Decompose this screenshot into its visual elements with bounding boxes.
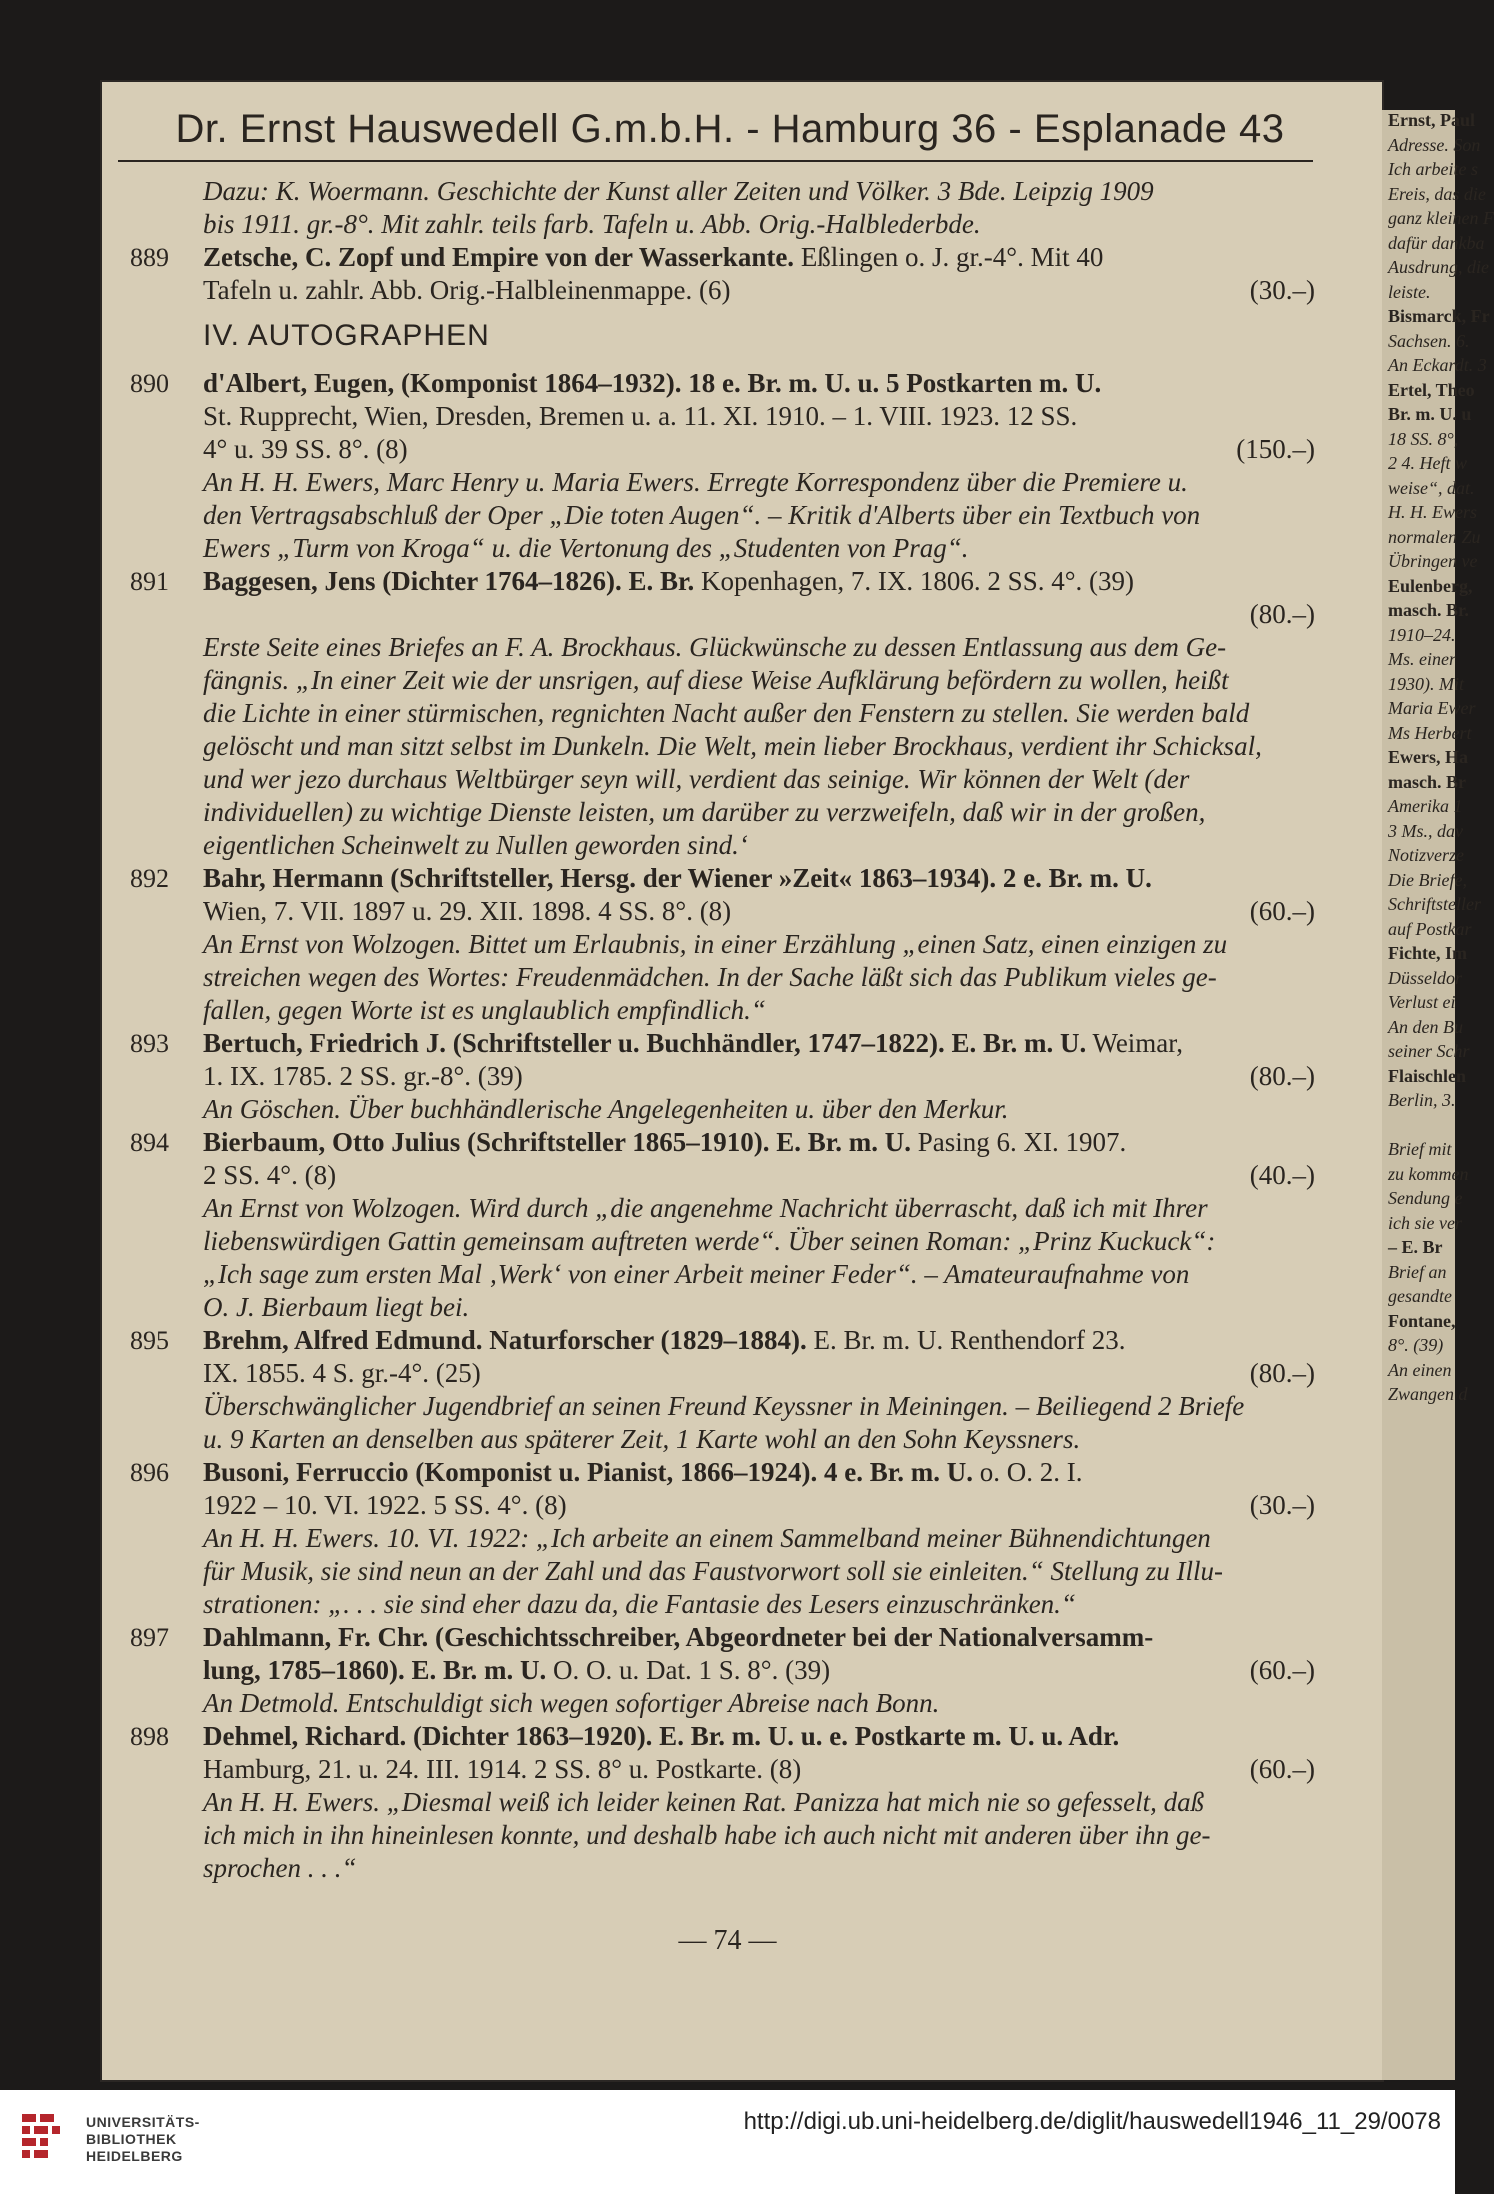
entry-note: Überschwänglicher Jugendbrief an seinen Freund Keyssner in Meiningen. – Beiliegend 2 Briefe <box>203 1391 1245 1421</box>
entry-note: „Ich sage zum ersten Mal ‚Werk‘ von einer Arbeit meiner Feder“. – Amateuraufnahme von <box>203 1259 1190 1289</box>
entry-line <box>130 1621 1335 1654</box>
entry-note: Erste Seite eines Briefes an F. A. Brockhaus. Glückwünsche zu dessen Entlassung aus dem Ge- <box>203 632 1227 662</box>
entry-details: IX. 1855. 4 S. gr.-4°. (25) <box>203 1358 481 1388</box>
entry-details: Wien, 7. VII. 1897 u. 29. XII. 1898. 4 SS. 8°. (8) <box>203 896 732 926</box>
library-name-line: UNIVERSITÄTS- <box>86 2114 200 2130</box>
entry-price: (60.–) <box>1249 1754 1315 1784</box>
adjacent-page-text: Brief mit <box>1388 1139 1452 1159</box>
adjacent-page-text: Bismarck, Fr <box>1388 306 1490 326</box>
entry-line <box>130 1159 1335 1192</box>
entry-number: 898 <box>130 1722 169 1751</box>
adjacent-page-text: masch. Br <box>1388 771 1466 792</box>
adjacent-page-text: ich sie ver <box>1388 1212 1462 1233</box>
adjacent-page-text: Ereis, das die <box>1388 183 1486 204</box>
entry-line <box>130 367 1335 400</box>
entry-line <box>130 1654 1335 1687</box>
entry-number: 889 <box>130 243 169 272</box>
adjacent-page-text: Eulenberg, <box>1388 575 1473 596</box>
entry-line <box>130 433 1335 466</box>
entry-price: (60.–) <box>1249 896 1315 926</box>
adjacent-page-text: Berlin, 3. <box>1388 1090 1456 1110</box>
adjacent-page-text: 8°. (39) <box>1388 1335 1444 1355</box>
entry-line <box>130 1456 1335 1489</box>
entry-line <box>130 565 1335 598</box>
entry-details: 1. IX. 1785. 2 SS. gr.-8°. (39) <box>203 1061 523 1091</box>
entry-details: Eßlingen o. J. gr.-4°. Mit 40 <box>794 242 1104 272</box>
entry-number: 894 <box>130 1128 169 1157</box>
entry-details: o. O. 2. I. <box>973 1457 1083 1487</box>
entry-note: streichen wegen des Wortes: Freudenmädchen. In der Sache läßt sich das Publikum vieles ge- <box>203 962 1217 992</box>
adjacent-page-text: Ernst, Paul <box>1388 110 1476 130</box>
adjacent-page-text: 3 Ms., dav <box>1388 820 1463 841</box>
entry-line <box>130 1027 1335 1060</box>
entry-line <box>130 1753 1335 1786</box>
adjacent-page-text: Brief an <box>1388 1261 1447 1282</box>
adjacent-page-text: An den Bu <box>1388 1016 1463 1037</box>
adjacent-page-text: An einen <box>1388 1359 1452 1380</box>
entry-note: O. J. Bierbaum liegt bei. <box>203 1292 470 1322</box>
adjacent-page-text: seiner Schr <box>1388 1041 1470 1061</box>
adjacent-page-text: ganz kleinen F <box>1388 208 1494 228</box>
adjacent-page-text: Notizverze <box>1388 845 1464 865</box>
entry-889-line <box>130 241 1335 274</box>
entry-price: (40.–) <box>1249 1160 1315 1190</box>
adjacent-page-text: 1910–24. <box>1388 624 1456 645</box>
section-heading: IV. AUTOGRAPHEN <box>203 319 490 352</box>
adjacent-page-text <box>1382 1115 1455 1140</box>
entry-title: Baggesen, Jens (Dichter 1764–1826). E. Br. <box>203 566 695 596</box>
entry-price: (60.–) <box>1249 1655 1315 1685</box>
entry-note: liebenswürdigen Gattin gemeinsam auftreten werde“. Über seinen Roman: „Prinz Kuckuck“: <box>203 1226 1216 1256</box>
entry-title: Zetsche, C. Zopf und Empire von der Wasserkante. <box>203 242 795 272</box>
entry-line <box>130 1060 1335 1093</box>
adjacent-page-text: Flaischlen <box>1388 1065 1467 1086</box>
entry-line <box>130 1720 1335 1753</box>
continuation-line: bis 1911. gr.-8°. Mit zahlr. teils farb. Tafeln u. Abb. Orig.-Halblederbde. <box>203 209 981 239</box>
adjacent-page-text: masch. Br. <box>1388 600 1469 620</box>
adjacent-page-text: Fichte, Im <box>1388 943 1467 963</box>
entry-price: (80.–) <box>1249 1358 1315 1388</box>
adjacent-page-text: Übringen ve <box>1388 551 1478 571</box>
adjacent-page-edge <box>1382 110 1494 2080</box>
adjacent-page-text: An Eckardt. 3 <box>1388 355 1487 375</box>
entry-note: den Vertragsabschluß der Oper „Die toten Augen“. – Kritik d'Alberts über ein Textbuch von <box>203 500 1201 530</box>
adjacent-page-text: Ms Herbert <box>1388 722 1472 743</box>
entry-price: (30.–) <box>1249 275 1315 305</box>
adjacent-page-text: Düsseldor <box>1388 967 1463 988</box>
entry-note: Ewers „Turm von Kroga“ u. die Vertonung des „Studenten von Prag“. <box>203 533 969 563</box>
entry-line <box>130 1357 1335 1390</box>
entry-price: (150.–) <box>1236 434 1315 464</box>
entry-note: die Lichte in einer stürmischen, regnichten Nacht außer den Fenstern zu stellen. Sie werden bald <box>203 698 1250 728</box>
adjacent-page-text: Br. m. U. u <box>1388 404 1472 424</box>
adjacent-page-text: Sendung e <box>1388 1188 1463 1208</box>
adjacent-page-text: Fontane, <box>1388 1310 1456 1331</box>
entry-title: Bahr, Hermann (Schriftsteller, Hersg. der Wiener »Zeit« 1863–1934). 2 e. Br. m. U. <box>203 863 1152 893</box>
adjacent-page-text: Maria Ewer <box>1388 698 1476 718</box>
entry-line <box>130 895 1335 928</box>
entry-note: An Detmold. Entschuldigt sich wegen sofortiger Abreise nach Bonn. <box>203 1688 940 1718</box>
entry-note: u. 9 Karten an denselben aus späterer Zeit, 1 Karte wohl an den Sohn Keyssners. <box>203 1424 1081 1454</box>
entry-note: individuellen) zu wichtige Dienste leisten, um darüber zu verzweifeln, daß wir in der großen, <box>203 797 1206 827</box>
entry-number: 895 <box>130 1326 169 1355</box>
entry-line <box>130 1126 1335 1159</box>
university-library-logo-icon <box>18 2110 78 2170</box>
adjacent-page-text: Die Briefe, <box>1388 869 1467 890</box>
adjacent-page-text: Ausdrung, die <box>1388 257 1489 277</box>
entry-line <box>130 598 1335 631</box>
entry-note: eigentlichen Scheinwelt zu Nullen geworden sind.‘ <box>203 830 748 860</box>
entry-details: E. Br. m. U. Renthendorf 23. <box>806 1325 1126 1355</box>
adjacent-page-text: normalen Zu <box>1388 526 1481 547</box>
entry-line <box>130 1324 1335 1357</box>
adjacent-page-text: 2 4. Heft w <box>1388 453 1467 473</box>
entry-number: 892 <box>130 864 169 893</box>
entry-number: 890 <box>130 369 169 398</box>
continuation-line: Dazu: K. Woermann. Geschichte der Kunst aller Zeiten und Völker. 3 Bde. Leipzig 1909 <box>203 176 1154 206</box>
entry-title: Dahlmann, Fr. Chr. (Geschichtsschreiber, Abgeordneter bei der Nationalversamm- <box>203 1622 1154 1652</box>
adjacent-page-text: Zwangen d <box>1388 1384 1468 1404</box>
entry-line <box>130 400 1335 433</box>
entry-details: 2 SS. 4°. (8) <box>203 1160 337 1190</box>
entry-details: 1922 – 10. VI. 1922. 5 SS. 4°. (8) <box>203 1490 567 1520</box>
entry-note: An Göschen. Über buchhändlerische Angelegenheiten u. über den Merkur. <box>203 1094 1009 1124</box>
entry-title: Bierbaum, Otto Julius (Schriftsteller 1865–1910). E. Br. m. U. <box>203 1127 911 1157</box>
entry-889-line <box>130 274 1335 307</box>
entry-title: Bertuch, Friedrich J. (Schriftsteller u. Buchhändler, 1747–1822). E. Br. m. U. <box>203 1028 1087 1058</box>
entry-title: Dehmel, Richard. (Dichter 1863–1920). E. Br. m. U. u. e. Postkarte m. U. u. Adr. <box>203 1721 1120 1751</box>
adjacent-page-text: H. H. Ewers <box>1388 502 1477 522</box>
adjacent-page-text: Schriftsteller <box>1388 894 1481 914</box>
adjacent-page-text: Ms. einer <box>1388 649 1456 669</box>
adjacent-page-text: Amerika 1 <box>1388 796 1463 816</box>
entry-list <box>130 367 1335 1885</box>
entry-details: Weimar, <box>1086 1028 1183 1058</box>
adjacent-page-text: gesandte <box>1388 1286 1452 1306</box>
page-header: Dr. Ernst Hauswedell G.m.b.H. - Hamburg 36 - Esplanade 43 <box>175 107 1285 151</box>
entry-details: 4° u. 39 SS. 8°. (8) <box>203 434 408 464</box>
adjacent-page-text: weise“, dat. <box>1388 477 1475 498</box>
adjacent-page-text: Ewers, Ha <box>1388 747 1468 767</box>
library-name-line: HEIDELBERG <box>86 2148 183 2164</box>
adjacent-page-text: Adresse. Son <box>1388 134 1481 155</box>
entry-note: strationen: „. . . sie sind eher dazu da, die Fantasie des Lesers einzuschränken.“ <box>203 1589 1076 1619</box>
entry-title: d'Albert, Eugen, (Komponist 1864–1932). 18 e. Br. m. U. u. 5 Postkarten m. U. <box>203 368 1102 398</box>
entry-details: O. O. u. Dat. 1 S. 8°. (39) <box>546 1655 831 1685</box>
entry-number: 896 <box>130 1458 169 1487</box>
adjacent-page-text: leiste. <box>1388 281 1431 302</box>
header-rule <box>118 160 1313 162</box>
entry-number: 891 <box>130 567 169 596</box>
adjacent-page-text: 18 SS. 8°, <box>1388 428 1459 449</box>
source-url-link[interactable]: http://digi.ub.uni-heidelberg.de/diglit/hauswedell1946_11_29/0078 <box>743 2108 1441 2135</box>
adjacent-page-text: dafür dankba <box>1388 232 1485 253</box>
entry-note: ich mich in ihn hineinlesen konnte, und deshalb habe ich auch nicht mit anderen über ihn ge- <box>203 1820 1211 1850</box>
entry-details: Hamburg, 21. u. 24. III. 1914. 2 SS. 8° u. Postkarte. (8) <box>203 1754 802 1784</box>
adjacent-page-text: – E. Br <box>1388 1237 1443 1257</box>
entry-note: An H. H. Ewers, Marc Henry u. Maria Ewers. Erregte Korrespondenz über die Premiere u. <box>203 467 1188 497</box>
entry-number: 893 <box>130 1029 169 1058</box>
entry-title: Brehm, Alfred Edmund. Naturforscher (1829–1884). <box>203 1325 807 1355</box>
entry-note: An Ernst von Wolzogen. Wird durch „die angenehme Nachricht überrascht, daß ich mit Ihrer <box>203 1193 1208 1223</box>
adjacent-page-text: Verlust ei <box>1388 992 1456 1012</box>
page-number: — 74 — <box>678 1925 777 1956</box>
entry-note: An H. H. Ewers. 10. VI. 1922: „Ich arbeite an einem Sammelband meiner Bühnendichtungen <box>203 1523 1211 1553</box>
entry-note: gelöscht und man sitzt selbst im Dunkeln. Die Welt, mein lieber Brockhaus, verdient ihr Schicksal, <box>203 731 1262 761</box>
entry-details: St. Rupprecht, Wien, Dresden, Bremen u. a. 11. XI. 1910. – 1. VIII. 1923. 12 SS. <box>203 401 1078 431</box>
entry-line <box>130 1489 1335 1522</box>
entry-title: lung, 1785–1860). E. Br. m. U. <box>203 1655 547 1685</box>
adjacent-page-text: 1930). Mit <box>1388 673 1464 694</box>
entry-note: fängnis. „In einer Zeit wie der unsrigen, auf diese Weise Aufklärung befördern zu wollen, heißt <box>203 665 1229 695</box>
adjacent-page-text: zu kommen <box>1388 1163 1469 1184</box>
library-name <box>86 2114 200 2165</box>
catalog-content <box>130 175 1335 1885</box>
entry-line <box>130 862 1335 895</box>
adjacent-page-text: Ich arbeite s <box>1388 159 1478 179</box>
entry-note: und wer jezo durchaus Weltbürger seyn will, verdient das seinige. Wir können der Welt (der <box>203 764 1190 794</box>
entry-note: An H. H. Ewers. „Diesmal weiß ich leider keinen Rat. Panizza hat mich nie so gefesselt, daß <box>203 1787 1205 1817</box>
entry-details: Pasing 6. XI. 1907. <box>910 1127 1127 1157</box>
entry-note: sprochen . . .“ <box>203 1853 357 1883</box>
library-name-line: BIBLIOTHEK <box>86 2131 177 2147</box>
entry-price: (30.–) <box>1249 1490 1315 1520</box>
entry-note: fallen, gegen Worte ist es unglaublich empfindlich.“ <box>203 995 766 1025</box>
adjacent-page-text: auf Postkar <box>1388 918 1472 939</box>
footer-bar <box>0 2090 1455 2194</box>
entry-details: Kopenhagen, 7. IX. 1806. 2 SS. 4°. (39) <box>694 566 1134 596</box>
entry-details: Tafeln u. zahlr. Abb. Orig.-Halbleinenmappe. (6) <box>203 275 731 305</box>
entry-number: 897 <box>130 1623 169 1652</box>
adjacent-page-text: Sachsen. 6. <box>1388 330 1470 351</box>
adjacent-page-text: Ertel, Theo <box>1388 379 1475 400</box>
entry-title: Busoni, Ferruccio (Komponist u. Pianist, 1866–1924). 4 e. Br. m. U. <box>203 1457 974 1487</box>
entry-note: An Ernst von Wolzogen. Bittet um Erlaubnis, in einer Erzählung „einen Satz, einen einzigen zu <box>203 929 1228 959</box>
entry-price: (80.–) <box>1249 599 1315 629</box>
entry-note: für Musik, sie sind neun an der Zahl und das Faustvorwort soll sie einleiten.“ Stellung zu Illu- <box>203 1556 1223 1586</box>
entry-price: (80.–) <box>1249 1061 1315 1091</box>
